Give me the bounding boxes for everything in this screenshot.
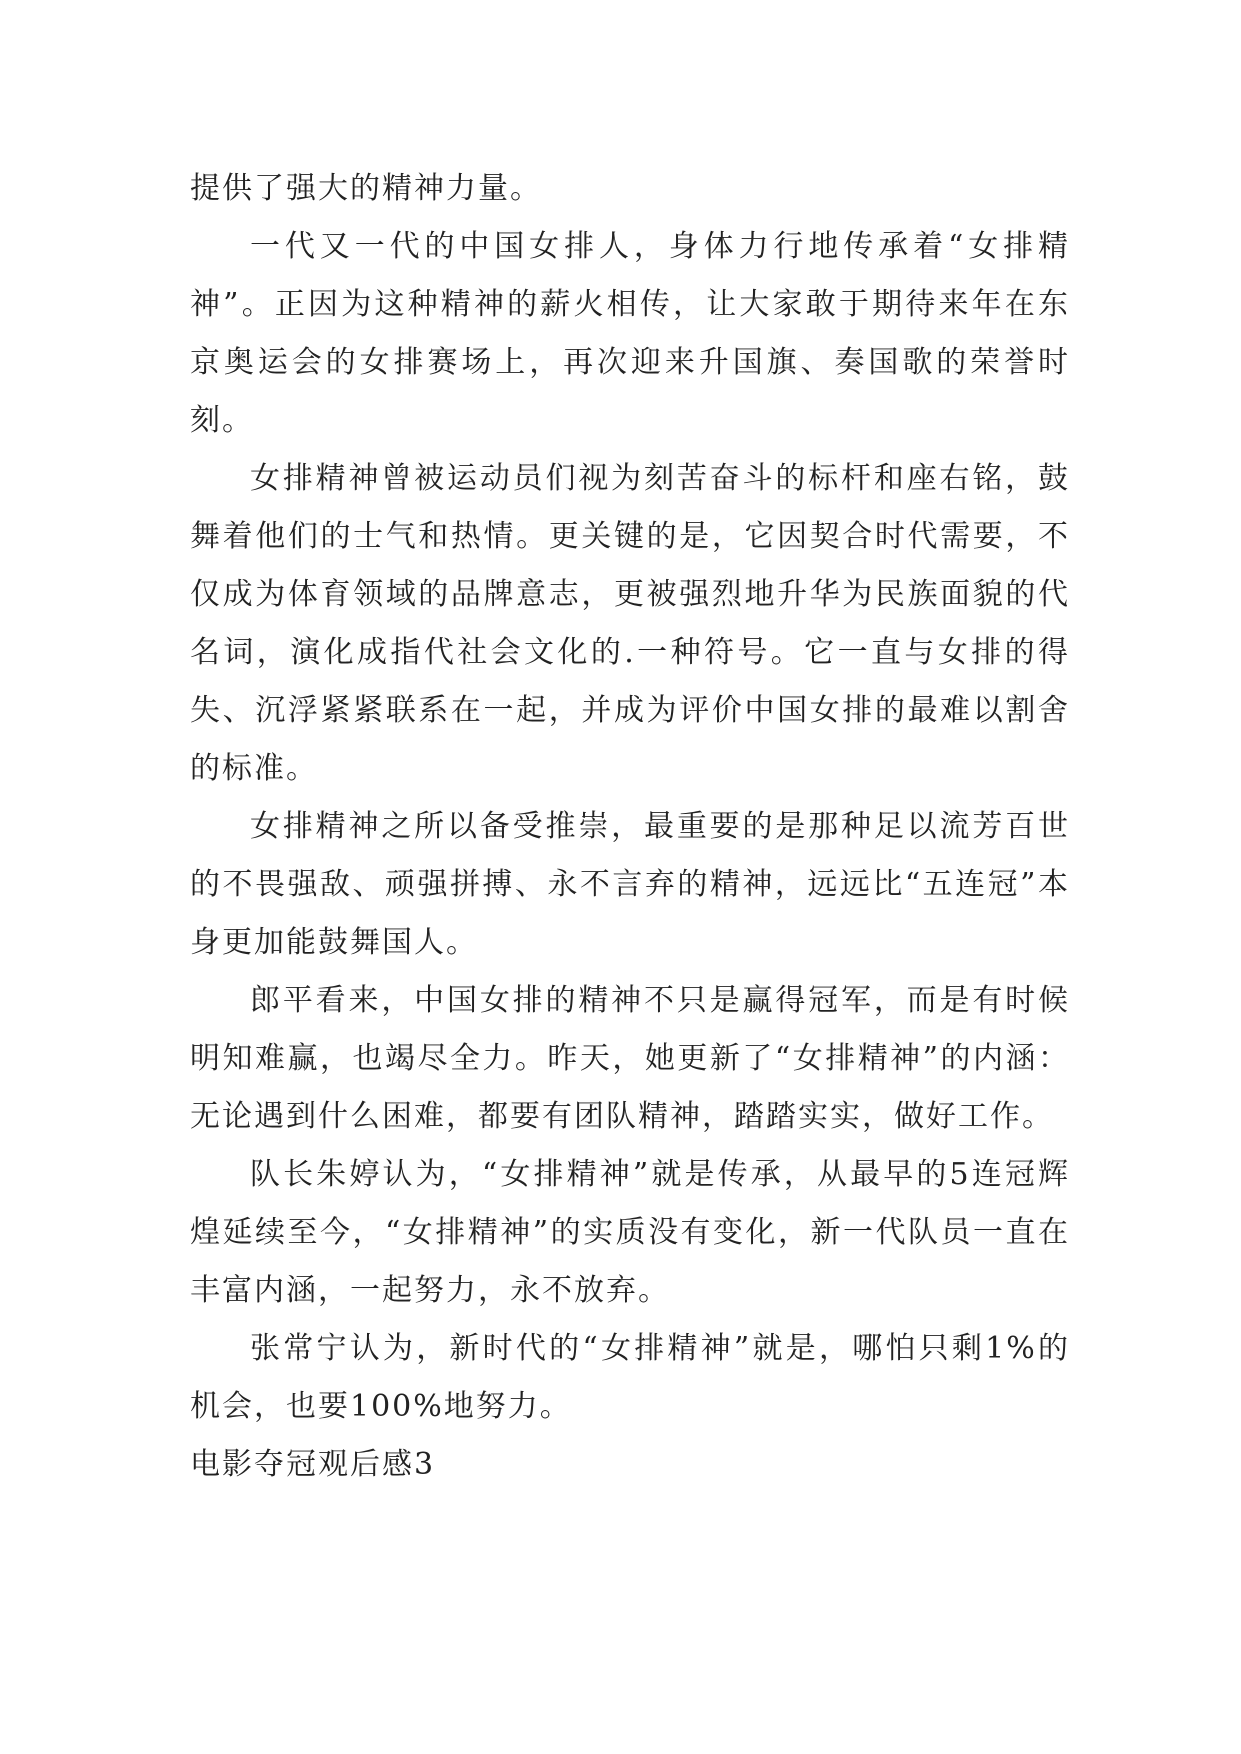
paragraph: 一代又一代的中国女排人，身体力行地传承着“女排精神”。正因为这种精神的薪火相传，让大家敢于期待来年在东京奥运会的女排赛场上，再次迎来升国旗、奏国歌的荣誉时刻。: [190, 229, 1070, 438]
paragraph: 张常宁认为，新时代的“女排精神”就是，哪怕只剩1%的机会，也要100%地努力。: [190, 1331, 1070, 1424]
paragraph: 郎平看来，中国女排的精神不只是赢得冠军，而是有时候明知难赢，也竭尽全力。昨天，她更新了“女排精神”的内涵：无论遇到什么困难，都要有团队精神，踏踏实实，做好工作。: [190, 983, 1070, 1134]
section-heading: 电影夺冠观后感3: [190, 1447, 436, 1482]
paragraph: 女排精神曾被运动员们视为刻苦奋斗的标杆和座右铭，鼓舞着他们的士气和热情。更关键的是，它因契合时代需要，不仅成为体育领域的品牌意志，更被强烈地升华为民族面貌的代名词，演化成指代社会文化的.一种符号。它一直与女排的得失、沉浮紧紧联系在一起，并成为评价中国女排的最难以割舍的标准。: [190, 461, 1070, 786]
paragraph-continuation: 提供了强大的精神力量。: [190, 171, 542, 206]
paragraph: 队长朱婷认为，“女排精神”就是传承，从最早的5连冠辉煌延续至今，“女排精神”的实质没有变化，新一代队员一直在丰富内涵，一起努力，永不放弃。: [190, 1157, 1070, 1308]
paragraph: 女排精神之所以备受推崇，最重要的是那种足以流芳百世的不畏强敌、顽强拼搏、永不言弃的精神，远远比“五连冠”本身更加能鼓舞国人。: [190, 809, 1070, 960]
document-page: [190, 160, 1070, 1494]
